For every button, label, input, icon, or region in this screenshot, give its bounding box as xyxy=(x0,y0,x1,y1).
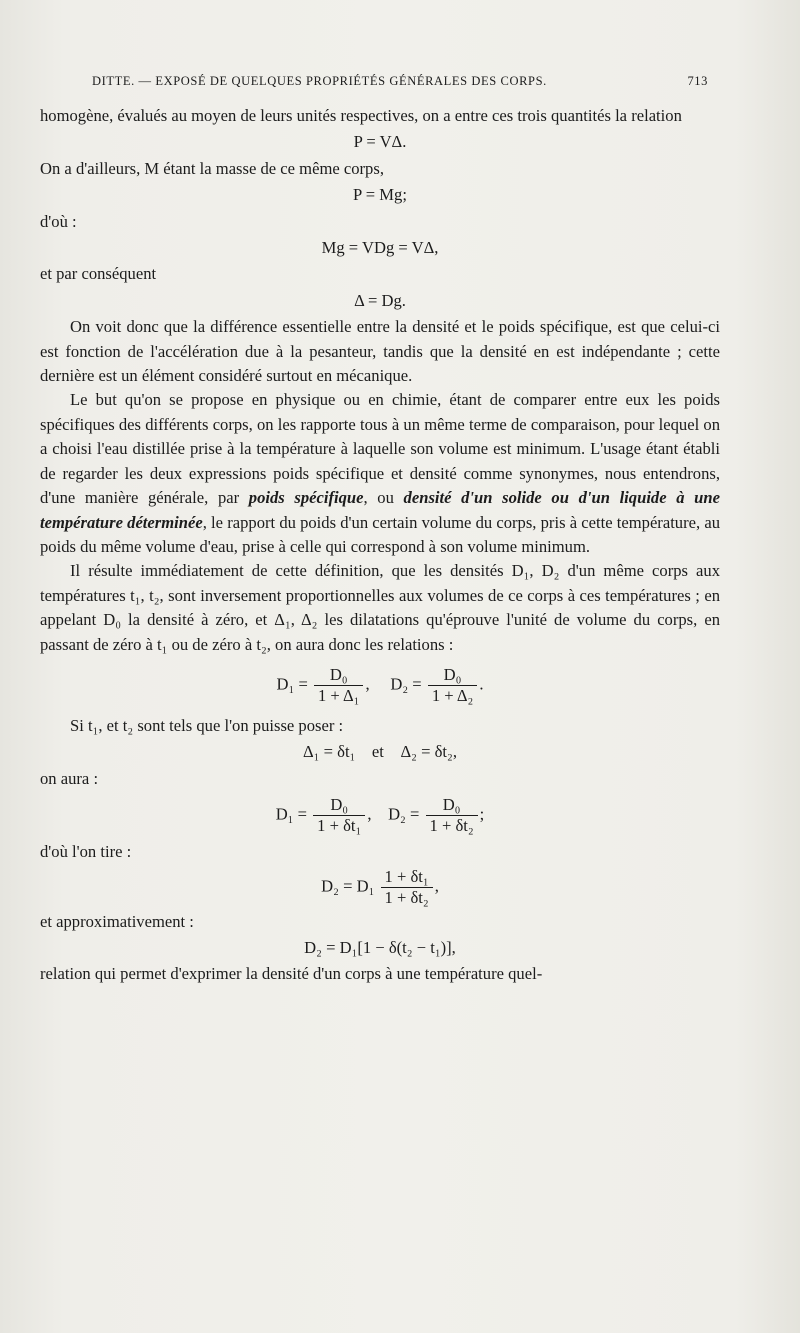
eq5-fraction-1 xyxy=(314,665,364,706)
eq5-fraction-2 xyxy=(428,665,478,706)
paragraph-6-text-a: Le but qu'on se propose en physique ou en chimie, étant de comparer entre eux les poids spécifiques des différents corps, on les rapporte tous à un même terme de comparaison, pour lequel on a choisi l'eau distillée prise à la température à laquelle son volume est minimum. L'usage étant établi de regarder les deux expressions poids spécifique et densité comme synonymes, nous entendrons, d'une manière générale, par xyxy=(40,390,720,508)
paragraph-6-text-b: , ou xyxy=(363,488,404,508)
page-number: 713 xyxy=(687,74,708,88)
paragraph-6 xyxy=(40,388,720,559)
paragraph-9: on aura : xyxy=(40,768,99,788)
eq7-num-2: D₀ xyxy=(426,795,478,816)
running-title: DITTE. — EXPOSÉ DE QUELQUES PROPRIÉTÉS GÉNÉRALES DES CORPS. xyxy=(92,74,547,88)
eq7-lhs-1: D₁ = xyxy=(275,804,307,824)
eq7-end: ; xyxy=(479,804,485,824)
eq5-lhs-1: D₁ = xyxy=(276,674,308,694)
equation-9: D₂ = D₁[1 − δ(t₂ − t₁)], xyxy=(304,937,456,957)
eq7-lhs-2: D₂ = xyxy=(388,804,420,824)
equation-1: P = VΔ. xyxy=(353,132,407,152)
paragraph-8: Si t₁, et t₂ sont tels que l'on puisse poser : xyxy=(70,715,344,735)
eq5-lhs-2: D₂ = xyxy=(390,674,422,694)
eq5-separator: , xyxy=(365,674,370,694)
eq7-den-2: 1 + δt₂ xyxy=(429,816,474,836)
eq8-fraction xyxy=(381,867,433,908)
equation-2: P = Mg; xyxy=(353,185,407,205)
page-body xyxy=(40,104,720,987)
paragraph-4: et par conséquent xyxy=(40,264,157,284)
paragraph-6-emphasis-1: poids spécifique xyxy=(248,488,364,508)
eq5-num-2: D₀ xyxy=(428,665,478,686)
eq8-end: , xyxy=(434,875,439,895)
eq7-separator: , xyxy=(367,804,372,824)
paragraph-2: On a d'ailleurs, M étant la masse de ce même corps, xyxy=(40,158,384,178)
eq7-den-1: 1 + δt₁ xyxy=(317,816,362,836)
equation-8 xyxy=(40,867,720,908)
equation-5 xyxy=(40,665,720,706)
eq5-end: . xyxy=(479,674,484,694)
equation-6: Δ₁ = δt₁ et Δ₂ = δt₂, xyxy=(303,742,457,762)
eq5-den-2: 1 + Δ₂ xyxy=(431,685,474,705)
paragraph-5: On voit donc que la différence essentielle entre la densité et le poids spécifique, est que celui-ci est fonction de l'accélération due à la pesanteur, tandis que la densité en est indépendante ; cette dernière est un élément considéré surtout en mécanique. xyxy=(40,317,720,386)
paragraph-12: relation qui permet d'exprimer la densité d'un corps à une température quel- xyxy=(40,964,543,984)
eq7-num-1: D₀ xyxy=(313,795,365,816)
eq7-fraction-2 xyxy=(426,795,478,836)
eq8-num: 1 + δt₁ xyxy=(381,867,433,888)
paragraph-1: homogène, évalués au moyen de leurs unités respectives, on a entre ces trois quantités la relation xyxy=(40,106,682,125)
paragraph-7: Il résulte immédiatement de cette définition, que les densités D₁, D₂ d'un même corps aux températures t₁, t₂, sont inversement proportionnelles aux volumes de ce corps à ces températures ; en appelant D₀ la densité à zéro, et Δ₁, Δ₂ les dilatations qu'éprouve l'unité de volume du corps, en passant de zéro à t₁ ou de zéro à t₂, on aura donc les relations : xyxy=(40,561,720,654)
equation-7 xyxy=(40,795,720,836)
eq8-lhs: D₂ = D₁ xyxy=(321,875,375,895)
paragraph-3: d'où : xyxy=(40,211,77,231)
eq7-fraction-1 xyxy=(313,795,365,836)
paragraph-6-emphasis-2: densité d'un solide ou d'un liquide à une température déterminée xyxy=(40,488,720,532)
eq5-den-1: 1 + Δ₁ xyxy=(317,685,360,705)
paragraph-11: et approximativement : xyxy=(40,911,194,931)
paragraph-10: d'où l'on tire : xyxy=(40,842,132,862)
running-header xyxy=(92,74,708,89)
eq5-num-1: D₀ xyxy=(314,665,364,686)
paragraph-6-text-c: , le rapport du poids d'un certain volume du corps, pris à cette température, au poids du même volume d'eau, prise à celle qui correspond à son volume minimum. xyxy=(40,512,720,556)
equation-4: Δ = Dg. xyxy=(354,290,406,310)
equation-3: Mg = VDg = VΔ, xyxy=(321,238,439,258)
eq8-den: 1 + δt₂ xyxy=(384,887,429,907)
